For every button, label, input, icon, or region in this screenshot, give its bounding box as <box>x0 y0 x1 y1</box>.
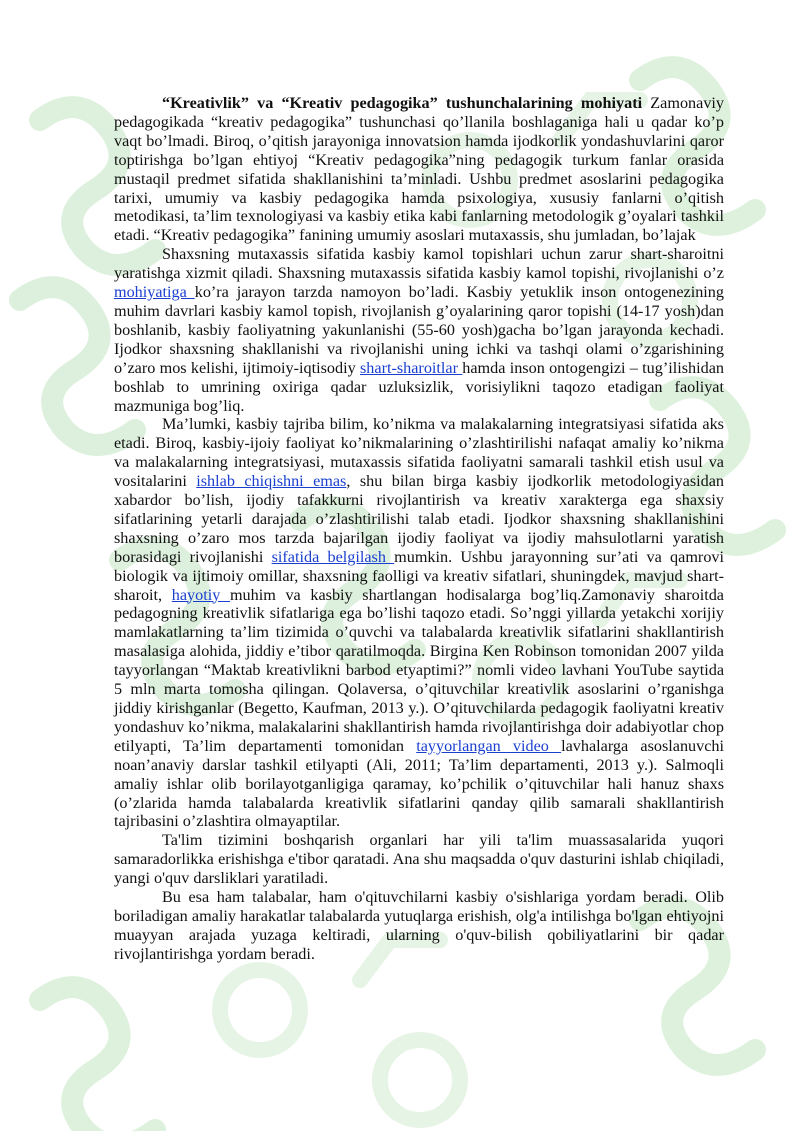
paragraph-2-text-1: Shaxsning mutaxassis sifatida kasbiy kamol topishlari uchun zarur shart-sharoitni yaratishga xizmit qiladi. Shaxsning mutaxassis sifatida kasbiy kamol topishi, rivojlanishi o’z <box>114 245 724 283</box>
document-paragraph-1 <box>114 94 724 245</box>
link-shart-sharoitlar[interactable]: shart-sharoitlar <box>360 358 463 377</box>
paragraph-3-text-2: , shu bilan birga kasbiy ijodkorlik metodologiyasidan xabardor bo’lish, ijodiy tafakkurni rivojlantirish va kreativ xarakterga ega shaxsiy sifatlarining yetarli darajada o’zlashtirilishi talab etadi. Ijodkor shaxsning shakllanishini shaxsning o’zaro mos tarzda bajarilgan ijodiy faoliyat va ijodiy mahsulotlarni yaratish borasidagi rivojlanishi <box>114 472 725 566</box>
paragraph-2-text-2: ko’ra jarayon tarzda namoyon bo’ladi. Kasbiy yetuklik inson ontogenezining muhim davrlari kasbiy kamol topish, rivojlanish g’oyalarining qaror topishi (14-17 yosh)dan boshlanib, kasbiy faoliyatning yakunlanishi (55-60 yosh)gacha bo’lgan jarayonda kechadi. Ijodkor shaxsning shakllanishi va rivojlanishi uning ichki va tashqi olami o’zgarishining o’zaro mos kelishi, ijtimoiy-iqtisodiy <box>114 283 724 377</box>
paragraph-3-text-1: Ma’lumki, kasbiy tajriba bilim, ko’nikma va malakalarning integratsiyasi sifatida aks etadi. Biroq, kasbiy-ijoiy faoliyat ko’nikmalarining o’zlashtirilishi nafaqat amaliy ko’nikma va malakalarning integratsiyasi, mutaxassis sifatida faoliyatni samarali tashkil etish usul va vositalarini <box>114 415 724 491</box>
link-sifatida-belgilash[interactable]: sifatida belgilash <box>271 547 395 566</box>
document-paragraph-4: Ta'lim tizimini boshqarish organlari har yili ta'lim muassasalarida yuqori samaradorlikka erishishga e'tibor qaratadi. Ana shu maqsadda o'quv dasturini ishlab chiqiladi, yangi o'quv darsliklari yaratiladi. <box>114 831 724 888</box>
document-paragraph-5: Bu esa ham talabalar, ham o'qituvchilarni kasbiy o'sishlariga yordam beradi. Olib boriladigan amaliy harakatlar talabalarda yutuqlarga erishish, olg'a intilishga bo'lgan ehtiyojni muayyan arajada yuzaga keltiradi, ularning o'quv-bilish qobiliyatlarini bir qadar rivojlantirishga yordam beradi. <box>114 888 724 963</box>
link-ishlab-chiqishni-emas[interactable]: ishlab chiqishni emas <box>196 472 347 491</box>
link-hayotiy[interactable]: hayotiy <box>171 585 230 604</box>
document-paragraph-2 <box>114 245 724 415</box>
paragraph-2-text-3: hamda inson ontogengizi – tug’ilishidan boshlab to umrining oxiriga qadar uzluksizlik, vorisiylikni taqozo etadigan faoliyat mazmuniga bog’liq. <box>114 358 724 415</box>
document-paragraph-3 <box>114 415 724 831</box>
document-page <box>114 94 724 964</box>
link-tayyorlangan-video[interactable]: tayyorlangan video <box>416 736 562 755</box>
paragraph-3-text-4: muhim va kasbiy shartlangan hodisalarga bog’liq.Zamonaviy sharoitda pedagogning kreativlik sifatlariga ega bo’lishi taqozo etadi. So’nggi yillarda yetakchi xorijiy mamlakatlarning ta’lim tizimida o’quvchi va talabalarda kreativlik sifatlarini shakllantirish masalasiga alohida, jiddiy e’tibor qaratilmoqda. Birgina Ken Robinson tomonidan 2007 yilda tayyorlangan “Maktab kreativlikni barbod etyaptimi?” nomli video lavhani YouTube saytida 5 mln marta tomosha qilingan. Qolaversa, o’qituvchilar kreativlik asoslarini o’rganishga jiddiy kirishganlar (Begetto, Kaufman, 2013 y.). O’qituvchilarda pedagogik faoliyatni kreativ yondashuv ko’nikma, malakalarini shakllantirish hamda rivojlantirishga doir adabiyotlar chop etilyapti, Ta’lim departamenti tomonidan <box>114 585 724 755</box>
document-title: “Kreativlik” va “Kreativ pedagogika” tushunchalarining mohiyati <box>162 94 643 112</box>
paragraph-3-text-3: mumkin. Ushbu jarayonning sur’ati va qamrovi biologik va ijtimoiy omillar, shaxsning faolligi va kreativ sifatlari, shuningdek, mavjud shart-sharoit, <box>114 547 725 604</box>
paragraph-1-text: Zamonaviy pedagogikada “kreativ pedagogika” tushunchasi qo’llanila boshlaganiga hali u qadar ko’p vaqt bo’lmadi. Biroq, o’qitish jarayoniga innovatsion hamda ijodkorlik yondashuvlarini qaror toptirishga bo’lgan ehtiyoj “Kreativ pedagogika”ning pedagogik turkum fanlar orasida mustaqil predmet sifatida shakllanishini ta’minladi. Ushbu predmet asoslarini pedagogika tarixi, umumiy va kasbiy pedagogika hamda psixologiya, xususiy fanlarni o’qitish metodikasi, ta’lim texnologiyasi va kasbiy etika kabi fanlarning metodologik g’oyalari tashkil etadi. “Kreativ pedagogika” fanining umumiy asoslari mutaxassis, shu jumladan, bo’lajak <box>114 94 725 245</box>
paragraph-3-text-5: lavhalarga asoslanuvchi noan’anaviy darslar tashkil etilyapti (Ali, 2011; Ta’lim departamenti, 2013 y.). Salmoqli amaliy ishlar olib borilayotganligiga qaramay, ko’pchilik o’qituvchilar hali hanuz shaxs (o’zlarida hamda talabalarda kreativlik sifatlarini qanday qilib samarali shakllantirish tajribasini o’zlashtira olmayaptilar. <box>114 736 725 831</box>
link-mohiyatiga[interactable]: mohiyatiga <box>114 283 195 302</box>
